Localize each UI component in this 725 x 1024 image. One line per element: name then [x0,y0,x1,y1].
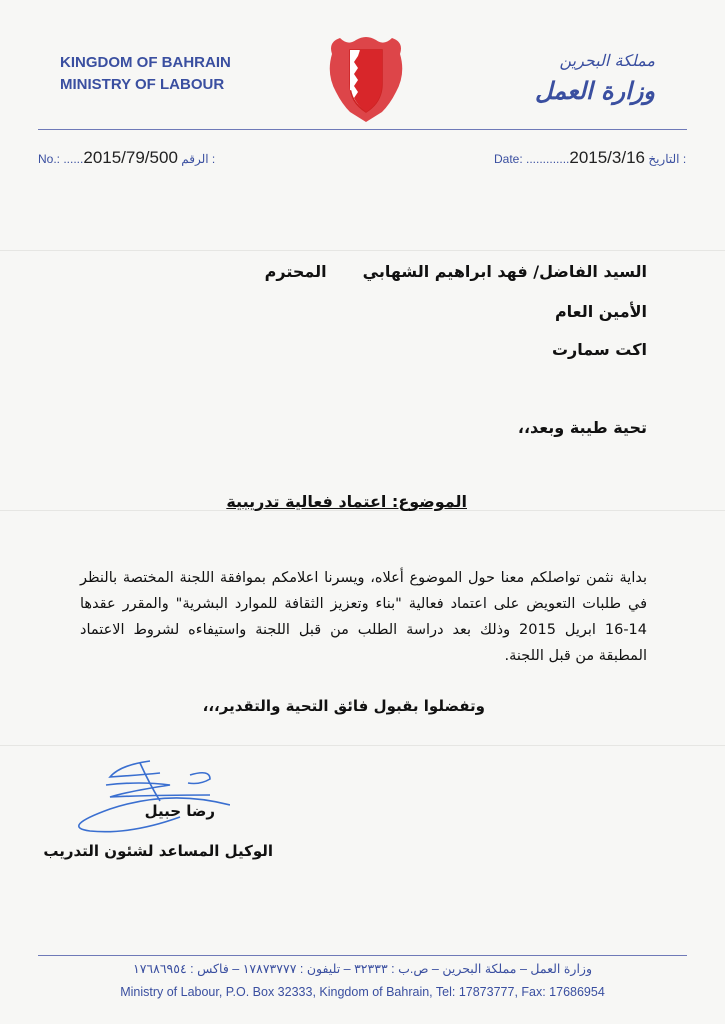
signatory-title: الوكيل المساعد لشئون التدريب [43,842,273,860]
paper-fold [0,745,725,746]
date-label-arabic: التاريخ : [648,152,687,166]
ministry-name-arabic: وزارة العمل [535,77,655,105]
recipient-honorific: المحترم [264,262,327,281]
letterhead-english [60,52,231,96]
kingdom-name-arabic: مملكة البحرين [559,51,655,70]
bahrain-emblem-icon [326,34,406,124]
letter-date [494,148,686,168]
letter-body [80,565,647,715]
ref-label-arabic: الرقم : [181,152,216,166]
subject: الموضوع: اعتماد فعالية تدريبية [226,492,467,511]
recipient-line [265,262,647,281]
signature [70,755,230,835]
body-paragraph: بداية نثمن تواصلكم معنا حول الموضوع أعلاه، ويسرنا اعلامكم بموافقة اللجنة المختصة بالنظر في طلبات التعويض على اعتماد فعالية "بناء وتعزيز الثقافة للموارد البشرية" والمقرر عقدها 14-16 ابريل 2015 وذلك بعد دراسة الطلب من قبل اللجنة واستيفاءه لشروط الاعتماد المطبقة من قبل اللجنة. [80,570,647,664]
footer-divider [38,955,687,956]
footer-arabic: وزارة العمل – مملكة البحرين – ص.ب : ٣٢٣٣٣ – تليفون : ١٧٨٧٣٧٧٧ – فاكس : ١٧٦٨٦٩٥٤ [132,962,592,976]
ref-value: 2015/79/500 [83,148,178,167]
header-divider [38,129,687,130]
recipient-title: الأمين العام [554,302,647,321]
ref-label: No.: ...... [38,152,84,166]
greeting: تحية طيبة وبعد،، [517,418,647,437]
paper-fold [0,250,725,251]
recipient-company: اكت سمارت [551,340,647,359]
signatory-name: رضا حبيل [144,802,215,820]
letterhead-arabic [535,46,655,106]
date-value: 2015/3/16 [569,148,645,167]
date-label: Date: ............. [494,152,570,166]
kingdom-name: KINGDOM OF BAHRAIN [60,54,231,71]
recipient-name: السيد الفاضل/ فهد ابراهيم الشهابي [362,262,647,281]
ministry-name: MINISTRY OF LABOUR [60,76,225,93]
footer-english: Ministry of Labour, P.O. Box 32333, Kingdom of Bahrain, Tel: 17873777, Fax: 17686954 [120,985,605,999]
closing: وتفضلوا بقبول فائق التحية والتقدير،،، [202,697,485,715]
reference-number [38,148,215,168]
